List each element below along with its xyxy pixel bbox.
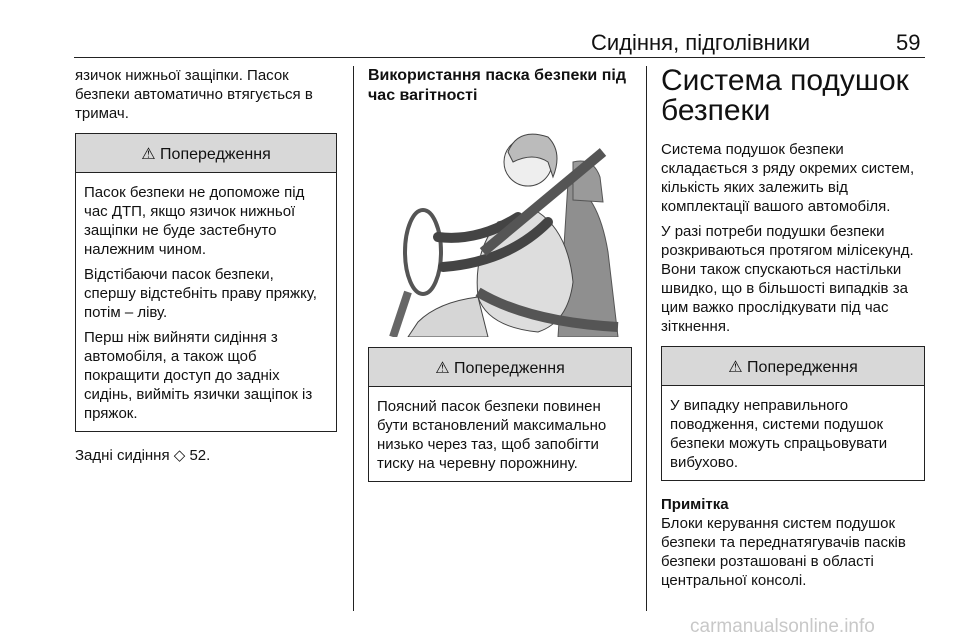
note-title: Примітка — [661, 496, 729, 513]
warning-box — [75, 133, 337, 432]
warning-paragraph: Поясний пасок безпеки повинен бути встановлений максимально низько через таз, щоб запобігти тиску на черевну порожнину. — [377, 398, 607, 472]
chapter-heading: Система подушок безпеки — [661, 64, 909, 127]
warning-paragraph: Перш ніж вийняти сидіння з автомобіля, а також щоб покращити доступ до задніх сидінь, вийміть язички защіпок із пряжок. — [84, 329, 313, 422]
cross-reference-link[interactable]: Задні сидіння ◇ 52. — [75, 447, 211, 464]
warning-icon: ⚠ — [141, 146, 156, 163]
warning-title: Попередження — [454, 360, 565, 377]
note-text: Блоки керування систем подушок безпеки та переднатягувачів пасків безпеки розташовані в області центральної консолі. — [661, 515, 906, 589]
warning-title: Попередження — [160, 146, 271, 163]
watermark: carmanualsonline.info — [690, 616, 875, 637]
warning-header — [369, 348, 631, 387]
section-heading: Використання паска безпеки під час вагітності — [368, 67, 626, 104]
column-3 — [661, 66, 925, 590]
intro-text: язичок нижньої защіпки. Пасок безпеки автоматично втягується в тримач. — [75, 67, 313, 122]
column-divider-1 — [353, 66, 354, 611]
warning-header — [662, 347, 924, 386]
warning-box — [661, 346, 925, 481]
column-1 — [75, 66, 337, 465]
body-paragraph: Система подушок безпеки складається з ряду окремих систем, кількість яких залежить від комплектації вашого автомобіля. — [661, 141, 915, 215]
section-title: Сидіння, підголівники — [590, 30, 810, 55]
header-rule — [74, 57, 925, 58]
warning-body — [369, 387, 631, 481]
pregnant-seatbelt-illustration — [368, 122, 632, 337]
column-2 — [368, 66, 632, 482]
warning-title: Попередження — [747, 359, 858, 376]
warning-header — [76, 134, 336, 173]
warning-paragraph: Відстібаючи пасок безпеки, спершу відстебніть праву пряжку, потім – ліву. — [84, 266, 317, 321]
warning-box — [368, 347, 632, 482]
warning-icon: ⚠ — [435, 360, 450, 377]
warning-body — [76, 173, 336, 431]
page-number: 59 — [896, 30, 921, 55]
column-divider-2 — [646, 66, 647, 611]
body-paragraph: У разі потреби подушки безпеки розкриваються протягом мілісекунд. Вони також спускаються настільки швидко, що в більшості випадків за цим важко прослідкувати під час зіткнення. — [661, 223, 914, 335]
warning-paragraph: У випадку неправильного поводження, системи подушок безпеки можуть спрацьовувати вибухово. — [670, 397, 888, 471]
warning-icon: ⚠ — [728, 359, 743, 376]
warning-body — [662, 386, 924, 480]
warning-paragraph: Пасок безпеки не допоможе під час ДТП, якщо язичок нижньої защіпки не буде застебнуто належним чином. — [84, 184, 305, 258]
